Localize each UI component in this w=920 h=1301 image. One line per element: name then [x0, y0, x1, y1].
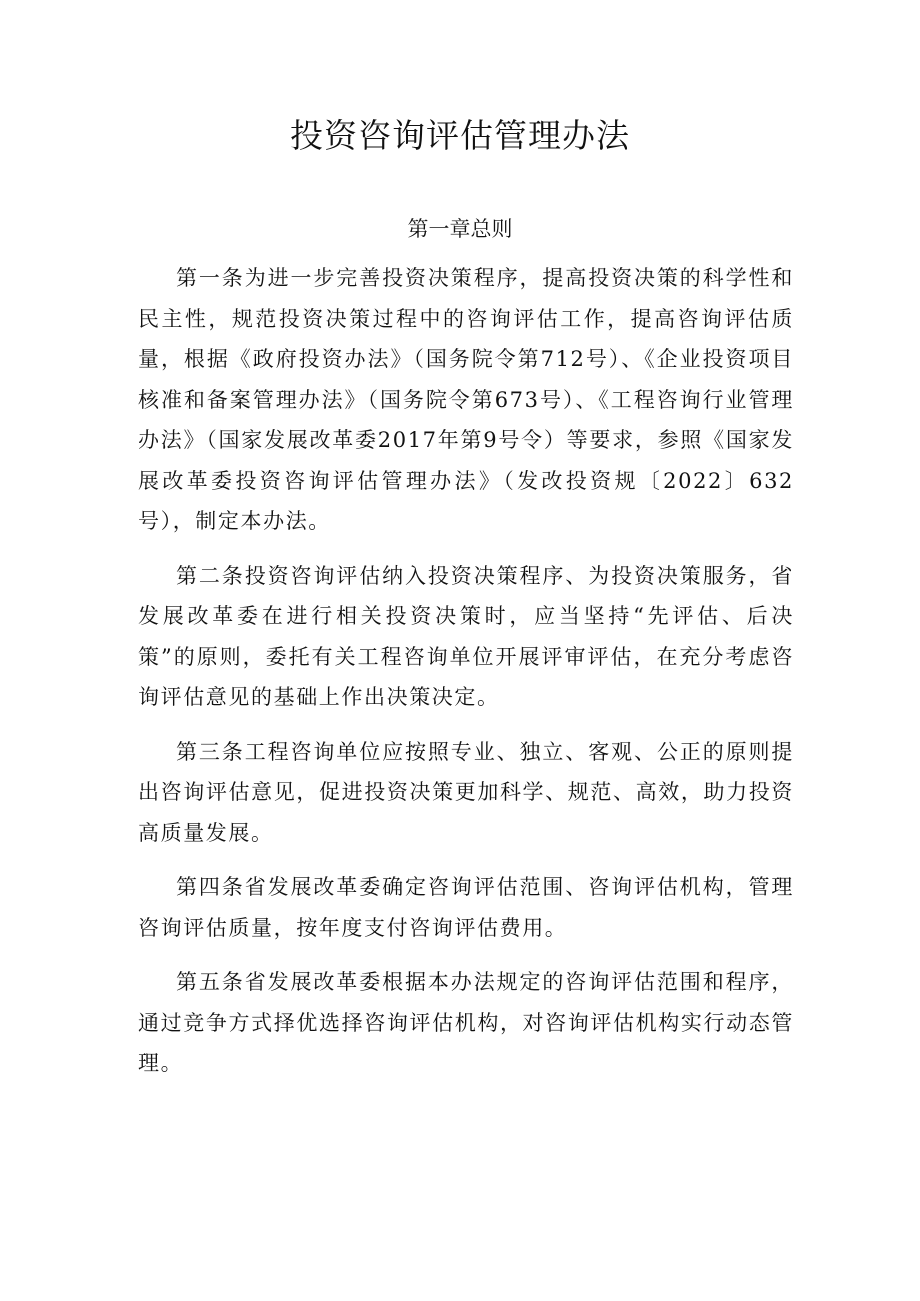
article-1: 第一条为进一步完善投资决策程序，提高投资决策的科学性和民主性，规范投资决策过程中的咨询评估工作，提高咨询评估质量，根据《政府投资办法》（国务院令第712号）、《企业投资项目核准和备案管理办法》（国务院令第673号）、《工程咨询行业管理办法》（国家发展改革委2017年第9号令）等要求，参照《国家发展改革委投资咨询评估管理办法》（发改投资规〔2022〕632号），制定本办法。 — [138, 266, 794, 533]
article-3: 第三条工程咨询单位应按照专业、独立、客观、公正的原则提出咨询评估意见，促进投资决策更加科学、规范、高效，助力投资高质量发展。 — [138, 739, 794, 845]
chapter-heading: 第一章总则 — [407, 217, 513, 241]
article-5: 第五条省发展改革委根据本办法规定的咨询评估范围和程序，通过竞争方式择优选择咨询评估机构，对咨询评估机构实行动态管理。 — [138, 970, 794, 1075]
article-4: 第四条省发展改革委确定咨询评估范围、咨询评估机构，管理咨询评估质量，按年度支付咨询评估费用。 — [138, 875, 794, 940]
document-title: 投资咨询评估管理办法 — [290, 116, 630, 155]
document-body — [138, 258, 794, 1098]
article-2: 第二条投资咨询评估纳入投资决策程序、为投资决策服务，省发展改革委在进行相关投资决策时，应当坚持“先评估、后决策”的原则，委托有关工程咨询单位开展评审评估，在充分考虑咨询评估意见的基础上作出决策决定。 — [138, 563, 794, 709]
